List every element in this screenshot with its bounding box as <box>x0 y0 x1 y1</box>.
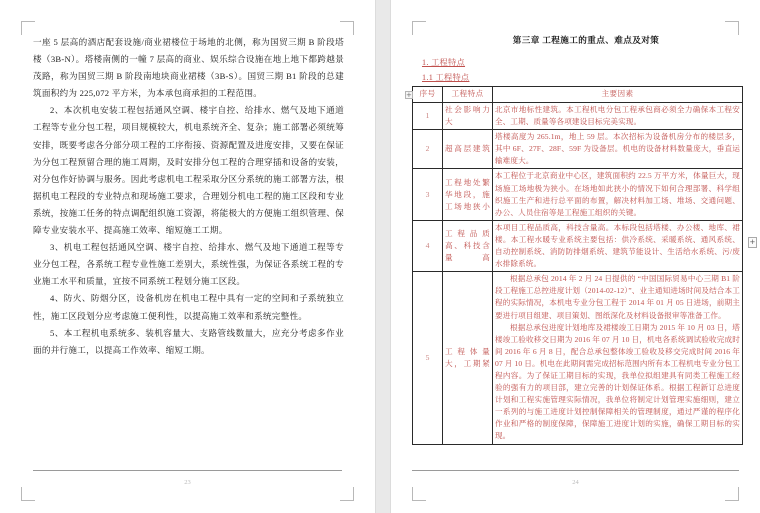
crop-mark-bottom-left-icon <box>21 487 35 501</box>
document-page-right <box>391 0 760 513</box>
row-number: 4 <box>412 220 442 271</box>
table-header-row <box>412 87 742 103</box>
chapter-title: 第三章 工程施工的重点、难点及对策 <box>512 35 660 45</box>
paragraph-item-2: 2、本次机电安装工程包括通风空调、楼宇自控、给排水、燃气及地下通道工程等专业分包工程，项目规模较大，机电系统齐全、复杂；施工部署必须统筹安排，既要考虑各分部分项工程的工序衔接、资源配置及进度安排，又要在保证为分包工程预留合理的施工周期，及时安排分包工程的合理穿插和设备的安装，对分包作好协调与服务。因此考虑机电工程采取分区分系统的施工部署方法，根据机电工程段的专业特点和现场施工要求，合理划分机电工程的施工区段和专业系统，按施工任务的特点调配组织施工资源，将能极大的方便施工组织管理、保障专业安装水平、提高施工效率、缩短施工工期。 <box>33 105 344 236</box>
heading-level-2: 1.1 工程特点 <box>421 73 470 82</box>
crop-mark-bottom-right-icon <box>340 487 354 501</box>
right-page-footer <box>412 470 739 489</box>
heading-level-1: 1. 工程特点 <box>421 58 466 67</box>
row-factors <box>492 130 742 169</box>
table-row <box>412 130 742 169</box>
paragraph-item-3: 3、机电工程包括通风空调、楼宇自控、给排水、燃气及地下通道工程等专业分包工程，各系统工程专业性施工差别大，系统性强，为保证各系统工程的专业施工水平和质量，宜按不同系统工程划分施工区段。 <box>33 242 344 287</box>
row-number: 1 <box>412 103 442 130</box>
row-feature: 超高层建筑 <box>442 130 492 169</box>
crop-mark-top-right-icon <box>340 21 354 35</box>
left-page-number: 23 <box>184 479 191 486</box>
crop-mark-bottom-left-icon <box>412 487 426 501</box>
page-separator-gutter <box>375 0 391 513</box>
left-page-footer <box>33 470 342 489</box>
row-number: 5 <box>412 272 442 444</box>
table-row <box>412 220 742 271</box>
column-header-factors: 主要因素 <box>492 87 742 103</box>
outline-expand-toggle-icon[interactable]: + <box>406 91 412 99</box>
row-feature: 工程体量大，工期紧 <box>442 272 492 444</box>
column-header-no: 序号 <box>412 87 442 103</box>
project-features-table <box>412 86 743 445</box>
table-row <box>412 103 742 130</box>
row-factors <box>492 169 742 220</box>
row-factors <box>492 103 742 130</box>
factor-paragraph: 根据总承包进度计划地库及裙楼竣工日期为 2015 年 10 月 03 日，塔楼竣工验收移交日期为 2016 年 07 月 10 日，机电各系统调试验收完成时间 2016 年 6 月 8 日，配合总承包整体竣工验收及移交完成时间 2016 年 07 月 10 日。机电在此期间需完成招标范围内所有本工程机电专业分包工程内容。为了保证工期目标的实现，我单位拟组建具有同类工程施工经验的强有力的项目部，建立完善的计划保证体系。根据工程新订总进度计划和工程实施管理实际情况，我单位将制定计划管理实施细则，建立一系列的与施工进度计划控制保障相关的管理制度，通过严谨的程序化作业和严格的制度保障，保障施工进度计划的实施，确保工期目标的实现。 <box>494 322 740 441</box>
factor-paragraph: 北京市地标性建筑。本工程机电分包工程承包商必须全力确保本工程安全、工期、质量等各项建设目标完美实现。 <box>494 105 740 127</box>
row-factors <box>492 272 742 444</box>
row-factors <box>492 220 742 271</box>
right-page-number: 24 <box>572 479 579 486</box>
factor-paragraph: 根据总承包 2014 年 2 月 24 日提供的 “中国国际贸易中心三期 B1 阶段工程施工总控进度计划（2014-02-12）”、业主通知进场时间及结合本工程的实际情况，本机电专业分包工程于 2014 年 01 月 05 日进场，前期主要进行项目组建、项目策划、图纸深化及材料设备报审等准备工作。 <box>494 274 740 320</box>
left-page-text-body <box>33 34 344 359</box>
row-feature: 社会影响力大 <box>442 103 492 130</box>
right-page-text-body <box>406 34 756 445</box>
factor-paragraph: 塔楼高度为 265.1m，地上 59 层。本次招标为设备机房分布的楼层多，其中 6F、27F、28F、59F 为设备层。机电的设备材料数量庞大，垂直运输难度大。 <box>494 132 740 166</box>
factor-paragraph: 本项目工程品质高，科技含量高。本标段包括塔楼、办公楼、地库、裙楼。本工程水暖专业系统主要包括：供冷系统、采暖系统、通风系统、自动控制系统、消防防排烟系统、建筑节能设计、生活给水系统、污/废水排除系统。 <box>494 222 740 269</box>
factor-paragraph: 本工程位于北京商业中心区，建筑面积约 22.5 万平方米，体量巨大，现场施工场地极为狭小。在场地如此狭小的情况下如何合理部署、科学组织施工生产和进行总平面的布置，解决材料加工场、堆场、交通问题、办公、人员住宿等是工程施工组织的关键。 <box>494 171 740 217</box>
table-row-expand-icon[interactable]: + <box>749 238 756 246</box>
row-number: 3 <box>412 169 442 220</box>
crop-mark-bottom-right-icon <box>725 487 739 501</box>
row-feature: 工程品质高、科技含量高 <box>442 220 492 271</box>
table-row <box>412 169 742 220</box>
paragraph-continuation: 一座 5 层高的酒店配套设施/商业裙楼位于场地的北侧，称为国贸三期 B 阶段塔楼（3B-N）。塔楼南侧的一幢 7 层高的商业、娱乐综合设施在地上地下都跨越景茂路，称为国贸三期 B 阶段南地块商业裙楼（3B-S）。国贸三期 B1 阶段的总建筑面积约为 225,072 平方米，为本承包商承担的工程范围。 <box>33 37 344 99</box>
paragraph-item-4: 4、防火、防烟分区，设备机房在机电工程中具有一定的空间和子系统独立性，施工区段划分应考虑施工便利性，以提高施工效率和系统完整性。 <box>33 293 344 321</box>
table-row <box>412 272 742 444</box>
row-feature: 工程地处繁华地段，施工场地狭小 <box>442 169 492 220</box>
row-number: 2 <box>412 130 442 169</box>
document-page-left <box>0 0 375 513</box>
crop-mark-top-right-icon <box>725 21 739 35</box>
column-header-feature: 工程特点 <box>442 87 492 103</box>
crop-mark-top-left-icon <box>21 21 35 35</box>
paragraph-item-5: 5、本工程机电系统多、装机容量大、支路管线数量大，应充分考虑多作业面的并行施工，以提高工作效率、缩短工期。 <box>33 327 344 355</box>
crop-mark-top-left-icon <box>412 21 426 35</box>
